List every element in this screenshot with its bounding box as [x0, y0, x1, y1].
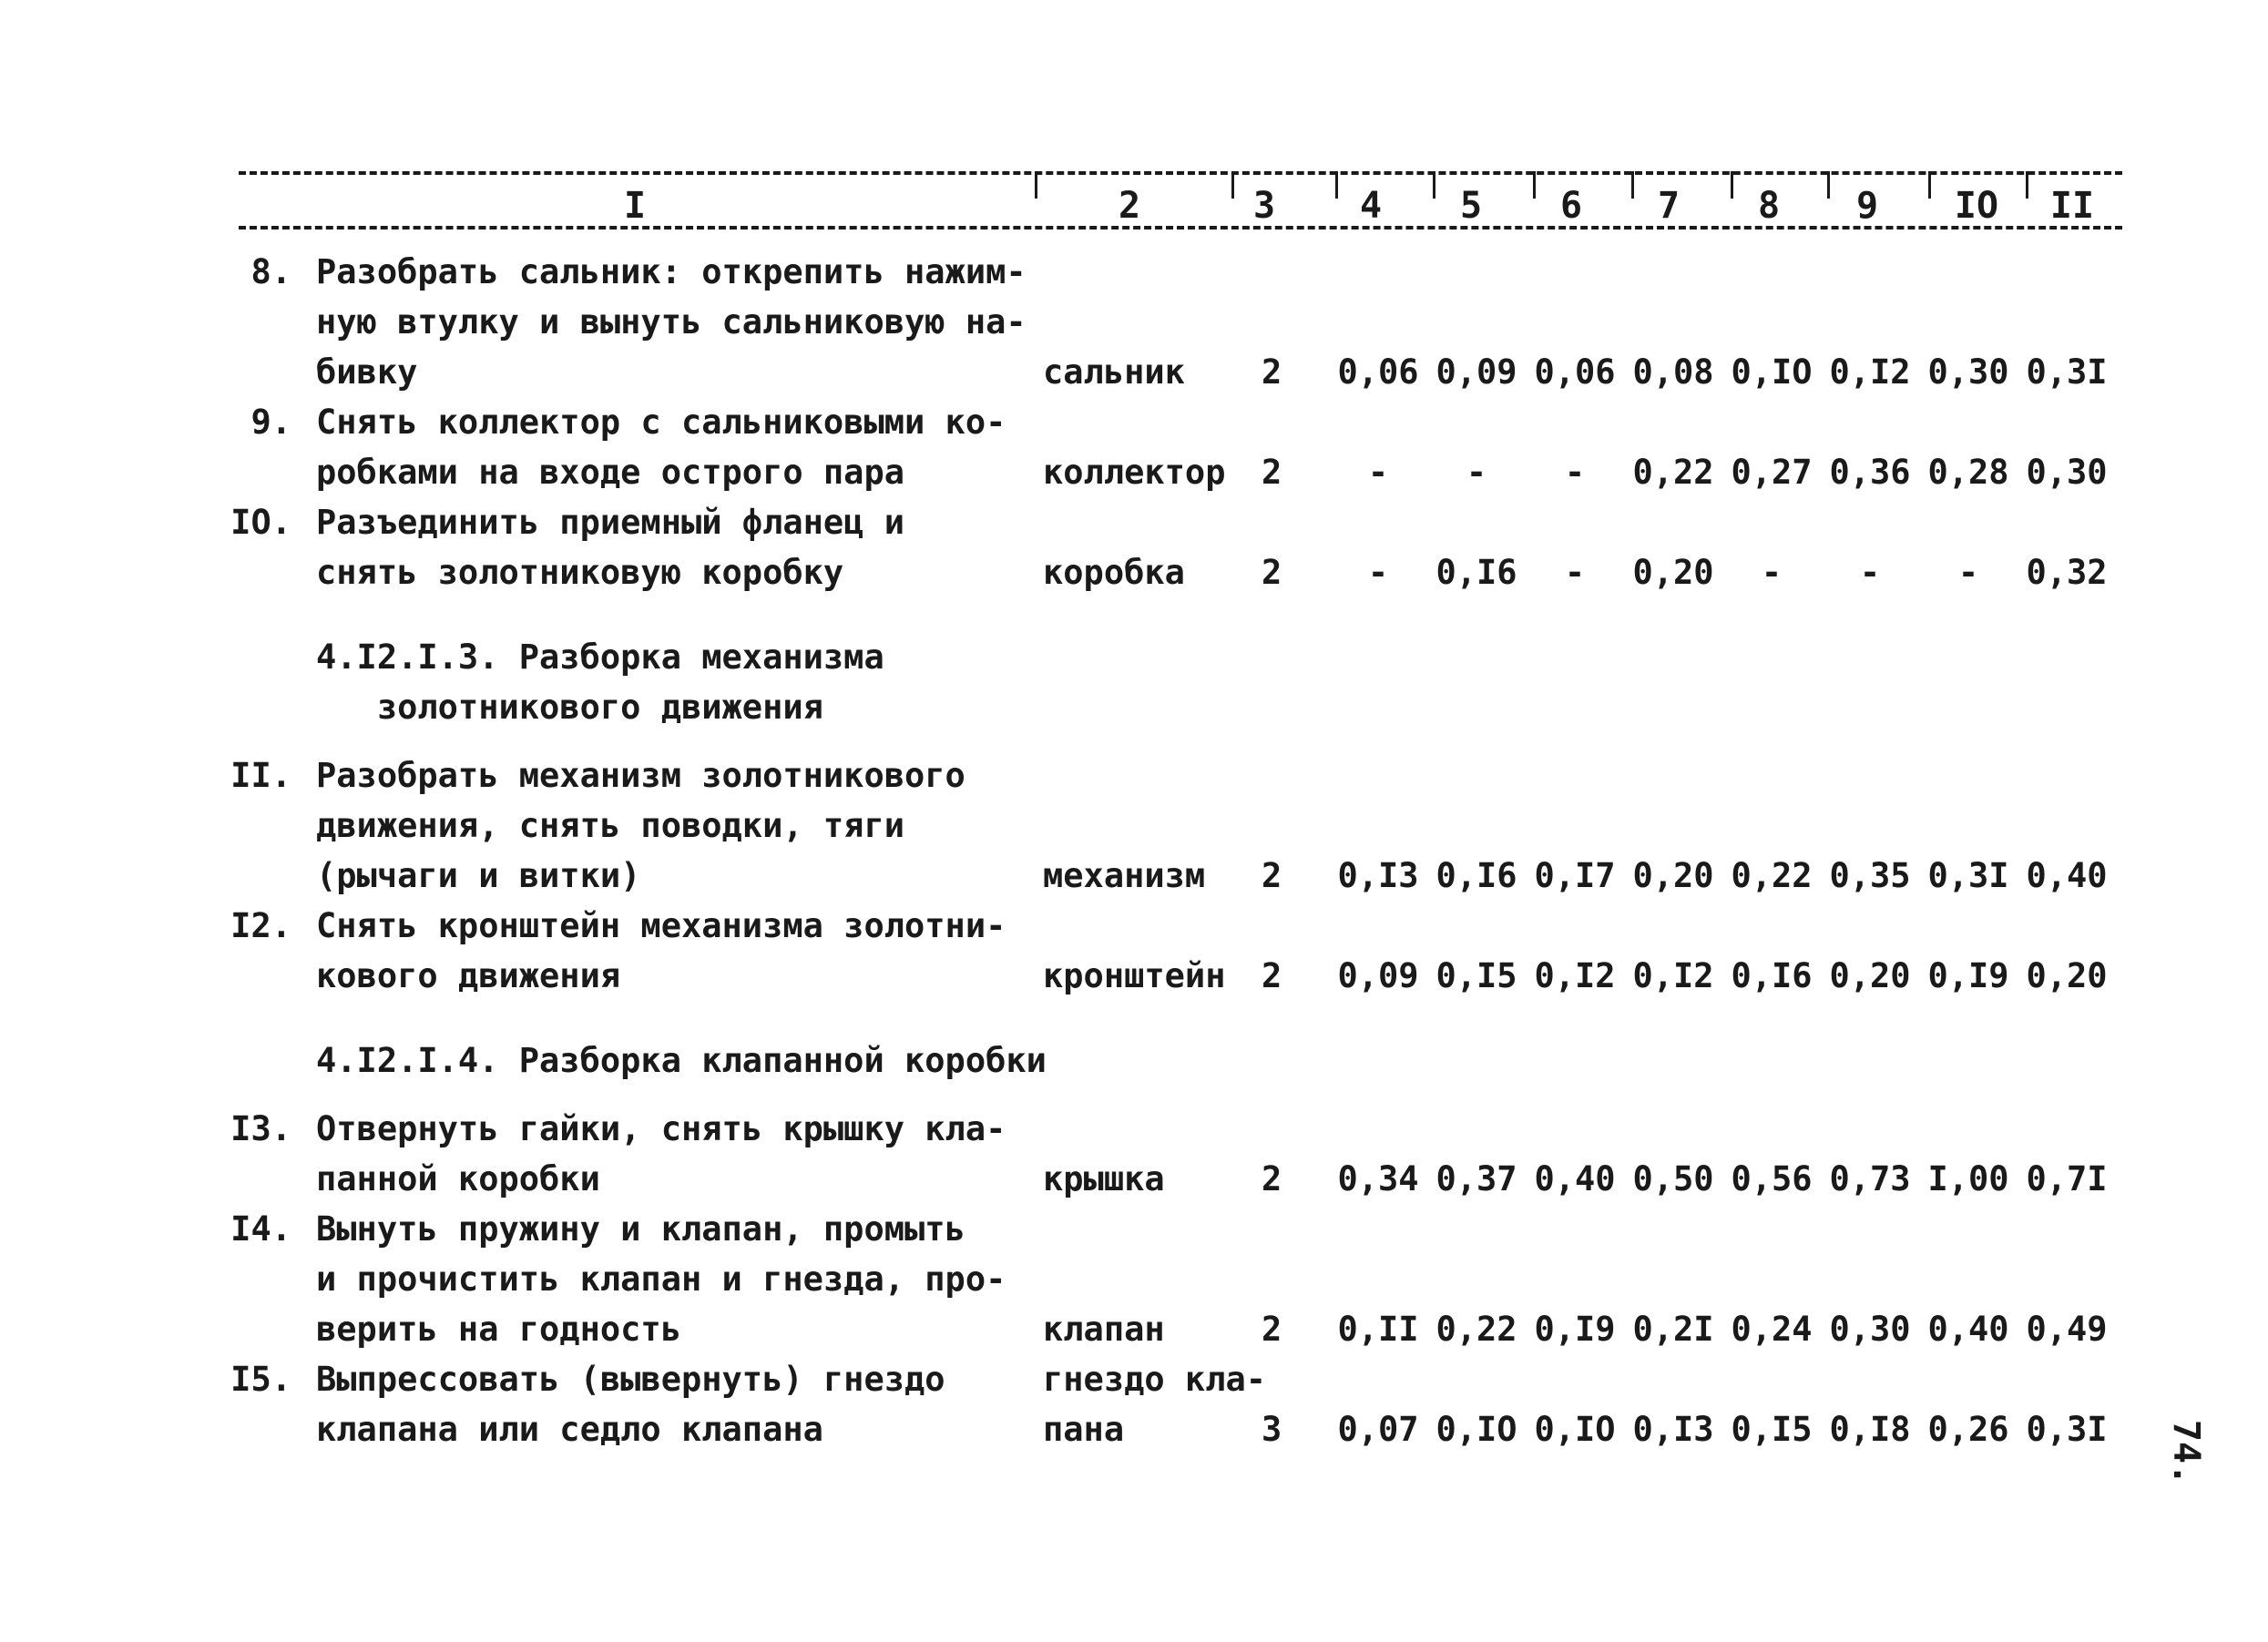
row-value: 0,2I: [1632, 1310, 1714, 1349]
row-value: 0,22: [1632, 453, 1714, 492]
row-number: 8.: [250, 252, 291, 291]
row-value: -: [1761, 553, 1783, 592]
row-col3: 3: [1262, 1410, 1282, 1449]
row-value: 0,09: [1435, 352, 1517, 392]
row-col3: 2: [1262, 453, 1282, 492]
row-value: 0,I2: [1534, 956, 1616, 995]
column-header-1: I: [623, 185, 647, 227]
row-value: 0,I6: [1731, 956, 1813, 995]
row-value: 0,I3: [1632, 1410, 1714, 1449]
row-value: 0,73: [1829, 1159, 1911, 1198]
row-value: 0,30: [1829, 1310, 1911, 1349]
row-text-line: верить на годность: [316, 1310, 681, 1349]
row-value: 0,50: [1632, 1159, 1714, 1198]
row-unit: крышка: [1043, 1159, 1165, 1198]
row-value: 0,I6: [1435, 856, 1517, 895]
row-value: 0,20: [2026, 956, 2108, 995]
row-value: 0,08: [1632, 352, 1714, 392]
column-separator: [1035, 171, 1037, 199]
row-col3: 2: [1262, 1310, 1282, 1349]
row-text-line: Снять коллектор с сальниковыми ко-: [316, 403, 1006, 442]
row-text-line: бивку: [316, 352, 418, 392]
column-header-10: IO: [1954, 185, 1999, 227]
row-value: 0,26: [1927, 1410, 2009, 1449]
row-number: I2.: [230, 906, 291, 945]
row-value: 0,06: [1337, 352, 1419, 392]
row-value: 0,40: [1927, 1310, 2009, 1349]
row-unit: гнездо кла-: [1043, 1360, 1267, 1399]
column-separator: [1631, 171, 1634, 199]
row-value: 0,35: [1829, 856, 1911, 895]
row-unit: клапан: [1043, 1310, 1165, 1349]
column-header-8: 8: [1757, 185, 1781, 227]
column-separator: [1533, 171, 1536, 199]
row-value: 0,06: [1534, 352, 1616, 392]
column-separator: [2026, 171, 2028, 199]
column-header-4: 4: [1359, 185, 1383, 227]
row-number: I5.: [230, 1360, 291, 1399]
column-header-6: 6: [1559, 185, 1583, 227]
row-value: 0,49: [2026, 1310, 2108, 1349]
row-text-line: (рычаги и витки): [316, 856, 641, 895]
row-value: 0,I8: [1829, 1410, 1911, 1449]
row-unit: пана: [1043, 1410, 1125, 1449]
column-separator: [1928, 171, 1931, 199]
row-value: 0,IO: [1731, 352, 1813, 392]
row-value: 0,7I: [2026, 1159, 2108, 1198]
row-text-line: Отвернуть гайки, снять крышку кла-: [316, 1109, 1006, 1148]
row-value: I,00: [1927, 1159, 2009, 1198]
row-value: 0,I2: [1829, 352, 1911, 392]
column-header-9: 9: [1855, 185, 1879, 227]
row-value: 0,30: [2026, 453, 2108, 492]
row-text-line: ную втулку и вынуть сальниковую на-: [316, 302, 1027, 342]
row-value: 0,27: [1731, 453, 1813, 492]
row-value: 0,IO: [1534, 1410, 1616, 1449]
row-unit: коробка: [1043, 553, 1185, 592]
row-value: 0,40: [2026, 856, 2108, 895]
row-value: -: [1466, 453, 1487, 492]
row-col3: 2: [1262, 1159, 1282, 1198]
row-text-line: кового движения: [316, 956, 621, 995]
row-text-line: Разобрать сальник: открепить нажим-: [316, 252, 1027, 291]
row-value: 0,28: [1927, 453, 2009, 492]
row-value: 0,I3: [1337, 856, 1419, 895]
column-header-11: II: [2049, 185, 2095, 227]
row-unit: механизм: [1043, 856, 1206, 895]
column-separator: [1433, 171, 1435, 199]
row-value: 0,I7: [1534, 856, 1616, 895]
row-value: 0,32: [2026, 553, 2108, 592]
row-value: -: [1859, 553, 1881, 592]
row-value: -: [1367, 553, 1389, 592]
row-number: I4.: [230, 1209, 291, 1249]
row-value: 0,I2: [1632, 956, 1714, 995]
row-text-line: Разобрать механизм золотникового: [316, 756, 965, 795]
column-separator: [1231, 171, 1234, 199]
row-value: 0,56: [1731, 1159, 1813, 1198]
row-value: 0,3I: [2026, 1410, 2108, 1449]
column-separator: [1827, 171, 1830, 199]
row-value: 0,IO: [1435, 1410, 1517, 1449]
section-heading-line: 4.I2.I.4. Разборка клапанной коробки: [316, 1041, 1047, 1080]
row-value: 0,20: [1632, 856, 1714, 895]
column-header-3: 3: [1252, 185, 1276, 227]
row-text-line: робками на входе острого пара: [316, 453, 905, 492]
row-col3: 2: [1262, 352, 1282, 392]
column-header-7: 7: [1657, 185, 1681, 227]
row-value: -: [1367, 453, 1389, 492]
row-number: I3.: [230, 1109, 291, 1148]
row-col3: 2: [1262, 856, 1282, 895]
column-separator: [1335, 171, 1338, 199]
row-col3: 2: [1262, 956, 1282, 995]
row-value: 0,22: [1731, 856, 1813, 895]
row-text-line: Разъединить приемный фланец и: [316, 503, 905, 542]
row-value: 0,24: [1731, 1310, 1813, 1349]
column-header-5: 5: [1459, 185, 1483, 227]
row-value: 0,I9: [1534, 1310, 1616, 1349]
header-top-rule: [239, 171, 2122, 175]
row-text-line: Вынуть пружину и клапан, промыть: [316, 1209, 965, 1249]
column-header-2: 2: [1118, 185, 1141, 227]
row-value: 0,37: [1435, 1159, 1517, 1198]
section-heading-line: золотникового движения: [316, 688, 823, 727]
row-text-line: и прочистить клапан и гнезда, про-: [316, 1260, 1006, 1299]
section-heading-line: 4.I2.I.3. Разборка механизма: [316, 637, 884, 677]
row-value: 0,3I: [2026, 352, 2108, 392]
row-value: -: [1564, 453, 1586, 492]
row-value: 0,40: [1534, 1159, 1616, 1198]
row-number: IO.: [230, 503, 291, 542]
row-value: 0,II: [1337, 1310, 1419, 1349]
row-number: 9.: [250, 403, 291, 442]
row-text-line: движения, снять поводки, тяги: [316, 806, 905, 845]
row-number: II.: [230, 756, 291, 795]
column-separator: [1731, 171, 1733, 199]
row-text-line: Выпрессовать (вывернуть) гнездо: [316, 1360, 945, 1399]
page-number: 74.: [2165, 1419, 2207, 1486]
row-value: 0,I9: [1927, 956, 2009, 995]
row-text-line: Снять кронштейн механизма золотни-: [316, 906, 1006, 945]
row-value: 0,09: [1337, 956, 1419, 995]
row-unit: коллектор: [1043, 453, 1226, 492]
row-value: 0,20: [1829, 956, 1911, 995]
row-text-line: снять золотниковую коробку: [316, 553, 844, 592]
row-value: -: [1564, 553, 1586, 592]
row-value: 0,22: [1435, 1310, 1517, 1349]
row-value: 0,34: [1337, 1159, 1419, 1198]
row-value: -: [1957, 553, 1979, 592]
row-unit: сальник: [1043, 352, 1185, 392]
row-value: 0,36: [1829, 453, 1911, 492]
row-value: 0,07: [1337, 1410, 1419, 1449]
row-value: 0,I5: [1435, 956, 1517, 995]
row-value: 0,I5: [1731, 1410, 1813, 1449]
row-value: 0,3I: [1927, 856, 2009, 895]
row-value: 0,20: [1632, 553, 1714, 592]
row-text-line: клапана или седло клапана: [316, 1410, 823, 1449]
row-value: 0,I6: [1435, 553, 1517, 592]
row-unit: кронштейн: [1043, 956, 1226, 995]
row-value: 0,30: [1927, 352, 2009, 392]
row-text-line: панной коробки: [316, 1159, 600, 1198]
row-col3: 2: [1262, 553, 1282, 592]
